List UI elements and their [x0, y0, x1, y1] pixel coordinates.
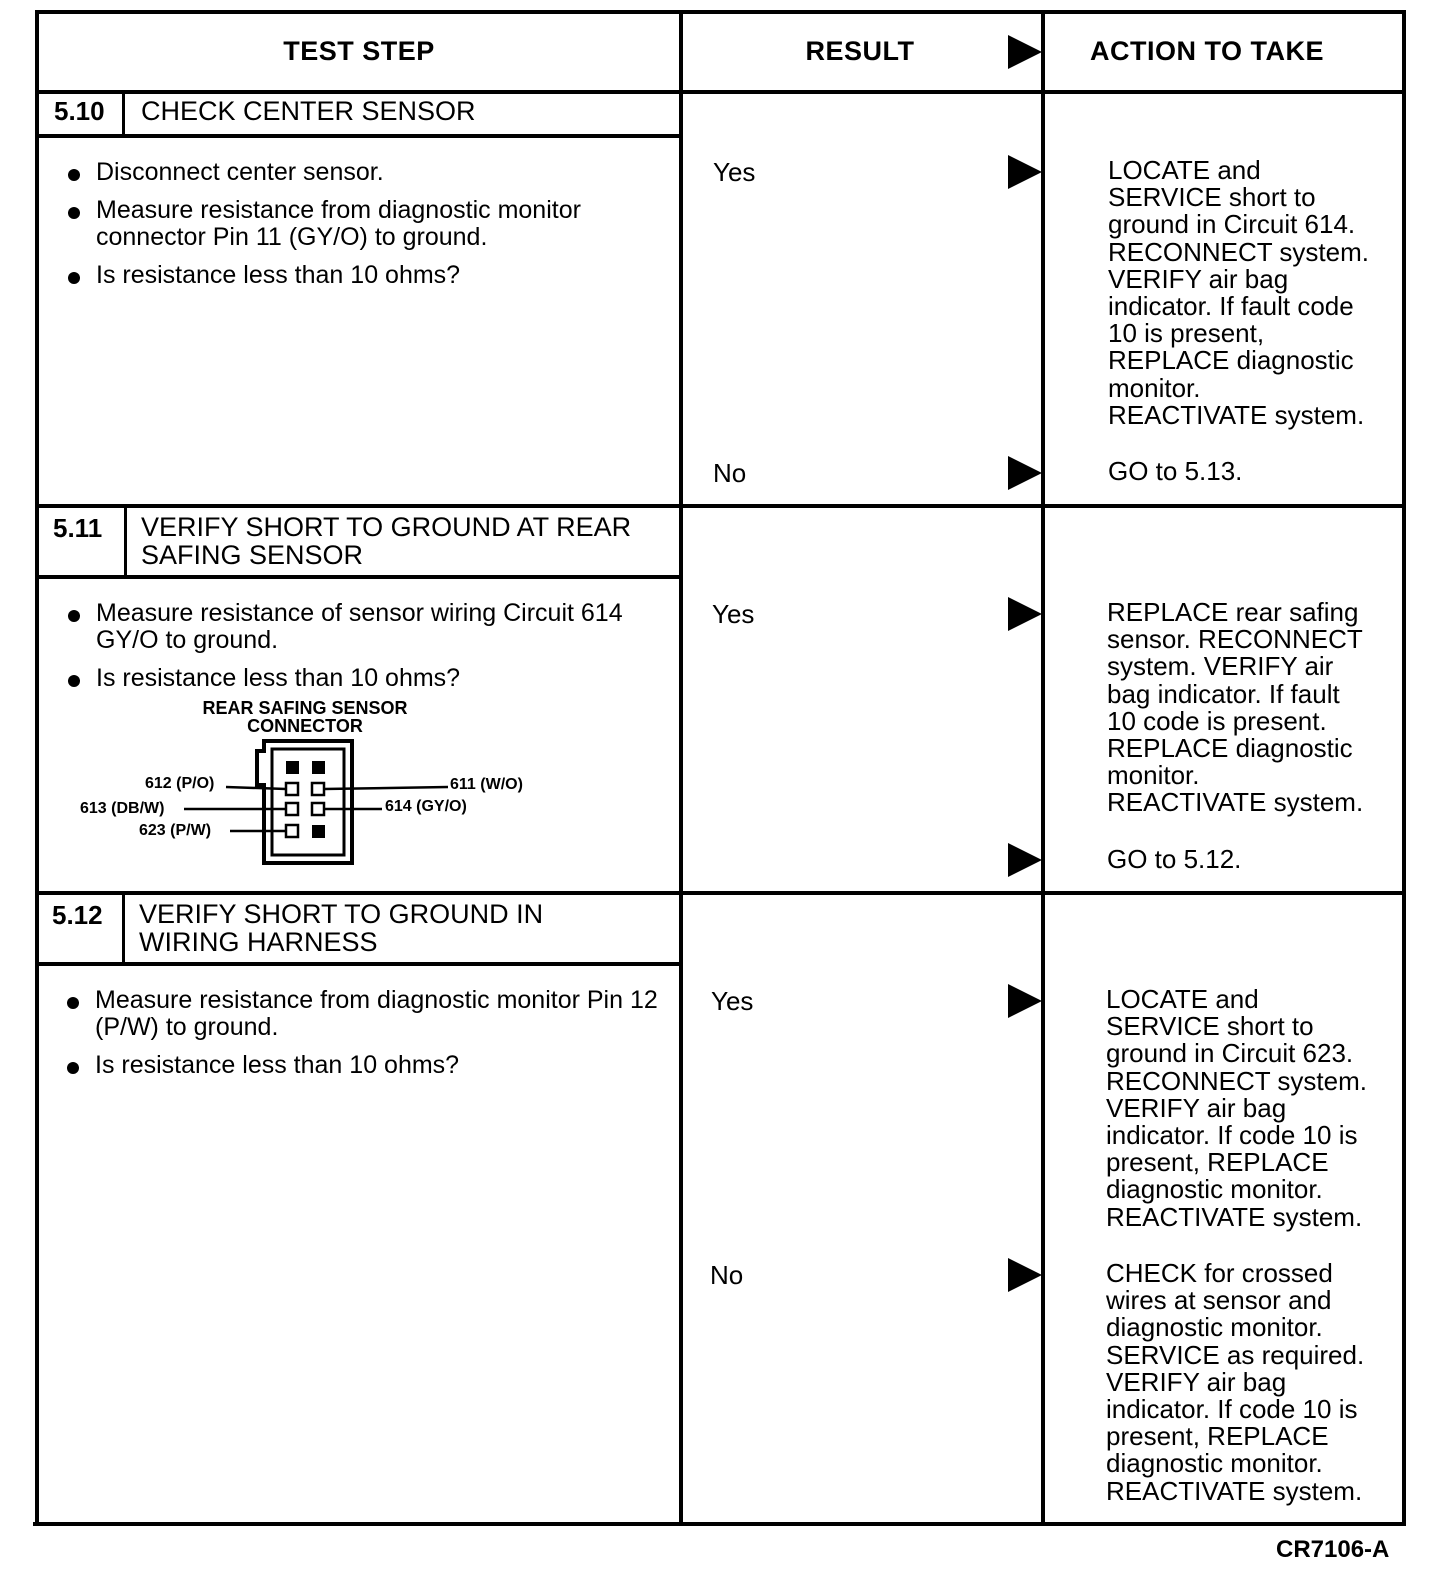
pin-filled: [312, 825, 325, 838]
bullet-item: Measure resistance of sensor wiring Circuit 614 GY/O to ground.: [64, 600, 664, 654]
action-text: LOCATE and SERVICE short to ground in Circuit 623. RECONNECT system. VERIFY air bag indicator. If code 10 is present, REPLACE diagnostic monitor. REACTIVATE system.: [1106, 984, 1367, 1232]
result-arrow-icon: [1008, 1258, 1042, 1292]
result-arrow-icon: [1008, 155, 1042, 189]
step-number: 5.10: [54, 96, 105, 126]
table-border-left: [35, 10, 39, 1526]
header-arrow-icon: [1008, 35, 1042, 69]
step-5-11-title-underline: [35, 575, 681, 579]
table-border-right: [1402, 10, 1406, 1526]
step-5-12-number-divider: [122, 891, 125, 964]
step-5-11-number-divider: [124, 504, 127, 577]
result-label: Yes: [712, 599, 755, 629]
bullet-item: Disconnect center sensor.: [64, 159, 664, 186]
row-divider-1: [35, 504, 1406, 508]
result-arrow-icon: [1008, 843, 1042, 877]
header-result: RESULT: [805, 36, 915, 66]
pin-label-623: 623 (P/W): [139, 822, 212, 839]
action-text: GO to 5.13.: [1108, 456, 1243, 486]
step-number: 5.11: [53, 513, 103, 543]
pin-623: [286, 825, 298, 837]
leader-612: [226, 787, 286, 789]
pin-label-613: 613 (DB/W): [80, 800, 165, 817]
connector-diagram-title: REAR SAFING SENSOR CONNECTOR: [202, 698, 408, 736]
step-title: CHECK CENTER SENSOR: [141, 96, 476, 126]
bullet-item: Is resistance less than 10 ohms?: [63, 1052, 663, 1079]
result-arrow-icon: [1008, 456, 1042, 490]
bullet-item: Measure resistance from diagnostic monitor Pin 12 (P/W) to ground.: [63, 987, 663, 1041]
result-label: No: [713, 458, 747, 488]
step-title: VERIFY SHORT TO GROUND AT REAR SAFING SENSOR: [141, 512, 632, 570]
step-bullets: [64, 600, 664, 703]
pin-label-614: 614 (GY/O): [385, 798, 467, 815]
step-title: VERIFY SHORT TO GROUND IN WIRING HARNESS: [139, 899, 544, 957]
header-action: ACTION TO TAKE: [1090, 36, 1324, 66]
header-test-step: TEST STEP: [283, 36, 435, 66]
column-divider-1: [679, 10, 683, 1526]
pin-label-611: 611 (W/O): [450, 776, 523, 793]
figure-code: CR7106-A: [1276, 1536, 1390, 1563]
result-label: No: [710, 1260, 744, 1290]
result-label: Yes: [713, 157, 756, 187]
header-divider: [35, 90, 1406, 94]
connector-housing-inner: [272, 749, 344, 855]
result-label: Yes: [711, 986, 754, 1016]
step-bullets: [64, 159, 664, 300]
step-bullets: [63, 987, 663, 1090]
pin-614: [312, 803, 324, 815]
table-border-top: [35, 10, 1406, 14]
pin-filled: [312, 761, 325, 774]
step-5-10-number-divider: [122, 90, 125, 136]
action-text: LOCATE and SERVICE short to ground in Circuit 614. RECONNECT system. VERIFY air bag indicator. If fault code 10 is present, REPLACE diagnostic monitor. REACTIVATE system.: [1108, 155, 1369, 430]
step-5-12-title-underline: [35, 962, 681, 966]
bullet-item: Is resistance less than 10 ohms?: [64, 262, 664, 289]
step-5-10-title-underline: [35, 134, 681, 138]
action-text: CHECK for crossed wires at sensor and diagnostic monitor. SERVICE as required. VERIFY air bag indicator. If code 10 is present, REPLACE diagnostic monitor. REACTIVATE system.: [1106, 1258, 1365, 1506]
action-text: GO to 5.12.: [1107, 844, 1242, 874]
bullet-item: Measure resistance from diagnostic monitor connector Pin 11 (GY/O) to ground.: [64, 197, 664, 251]
pin-611: [312, 783, 324, 795]
pin-filled: [286, 761, 299, 774]
step-number: 5.12: [52, 900, 103, 930]
column-divider-2: [1041, 10, 1045, 1526]
pin-label-612: 612 (P/O): [145, 775, 215, 792]
result-arrow-icon: [1008, 984, 1042, 1018]
pin-613: [286, 803, 298, 815]
result-arrow-icon: [1008, 597, 1042, 631]
row-divider-2: [35, 891, 1406, 895]
table-border-bottom: [33, 1522, 1405, 1526]
action-text: REPLACE rear safing sensor. RECONNECT system. VERIFY air bag indicator. If fault 10 code is present. REPLACE diagnostic monitor. REACTIVATE system.: [1107, 597, 1364, 818]
bullet-item: Is resistance less than 10 ohms?: [64, 665, 664, 692]
pin-612: [286, 783, 298, 795]
